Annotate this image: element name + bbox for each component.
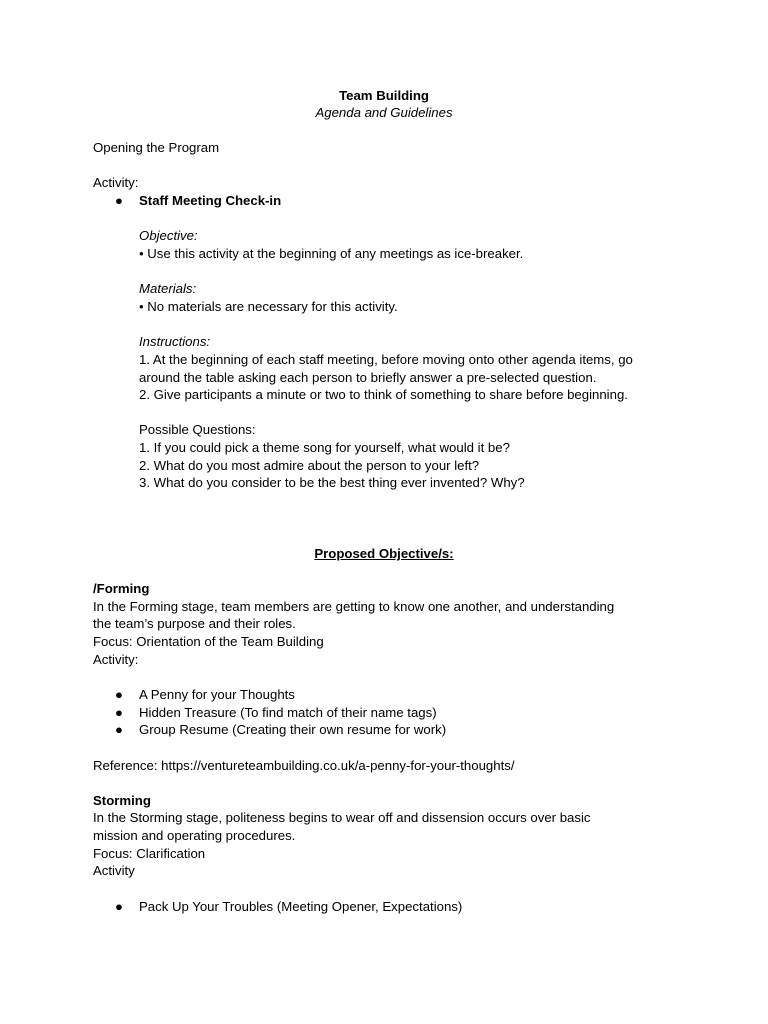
bullet-icon: ● xyxy=(115,705,123,720)
objective-label: Objective: xyxy=(139,228,198,243)
objective-text: • Use this activity at the beginning of any meetings as ice-breaker. xyxy=(139,246,524,261)
doc-title: Team Building xyxy=(339,88,429,103)
question-line: 2. What do you most admire about the person to your left? xyxy=(139,458,480,473)
materials-text: • No materials are necessary for this activity. xyxy=(139,299,398,314)
doc-subtitle: Agenda and Guidelines xyxy=(315,105,453,120)
question-line: 3. What do you consider to be the best thing ever invented? Why? xyxy=(139,475,525,490)
forming-activity: Hidden Treasure (To find match of their name tags) xyxy=(139,705,437,720)
forming-activity-label: Activity: xyxy=(93,652,139,667)
bullet-icon: ● xyxy=(115,687,123,702)
proposed-objectives-heading: Proposed Objective/s: xyxy=(314,546,454,561)
forming-desc-line: In the Forming stage, team members are getting to know one another, and understanding xyxy=(93,599,615,614)
questions-label: Possible Questions: xyxy=(139,422,256,437)
instruction-line: 1. At the beginning of each staff meeting, before moving onto other agenda items, go xyxy=(139,352,633,367)
activity-label: Activity: xyxy=(93,175,139,190)
forming-focus: Focus: Orientation of the Team Building xyxy=(93,634,324,649)
forming-activity: Group Resume (Creating their own resume for work) xyxy=(139,722,447,737)
forming-reference: Reference: https://ventureteambuilding.co.uk/a-penny-for-your-thoughts/ xyxy=(93,758,515,773)
bullet-icon: ● xyxy=(115,722,123,737)
opening-label: Opening the Program xyxy=(93,140,220,155)
storming-desc-line: In the Storming stage, politeness begins to wear off and dissension occurs over basic xyxy=(93,810,591,825)
forming-heading: /Forming xyxy=(93,581,150,596)
storming-desc-line: mission and operating procedures. xyxy=(93,828,296,843)
bullet-icon: ● xyxy=(115,899,123,914)
storming-focus: Focus: Clarification xyxy=(93,846,206,861)
checkin-title: Staff Meeting Check-in xyxy=(139,193,282,208)
storming-activity: Pack Up Your Troubles (Meeting Opener, Expectations) xyxy=(139,899,463,914)
instruction-line: 2. Give participants a minute or two to think of something to share before beginning. xyxy=(139,387,628,402)
instruction-line: around the table asking each person to briefly answer a pre-selected question. xyxy=(139,370,597,385)
storming-heading: Storming xyxy=(93,793,151,808)
bullet-icon: ● xyxy=(115,193,123,208)
instructions-label: Instructions: xyxy=(139,334,211,349)
storming-activity-label: Activity xyxy=(93,863,135,878)
forming-activity: A Penny for your Thoughts xyxy=(139,687,295,702)
materials-label: Materials: xyxy=(139,281,197,296)
forming-desc-line: the team’s purpose and their roles. xyxy=(93,616,296,631)
question-line: 1. If you could pick a theme song for yourself, what would it be? xyxy=(139,440,510,455)
